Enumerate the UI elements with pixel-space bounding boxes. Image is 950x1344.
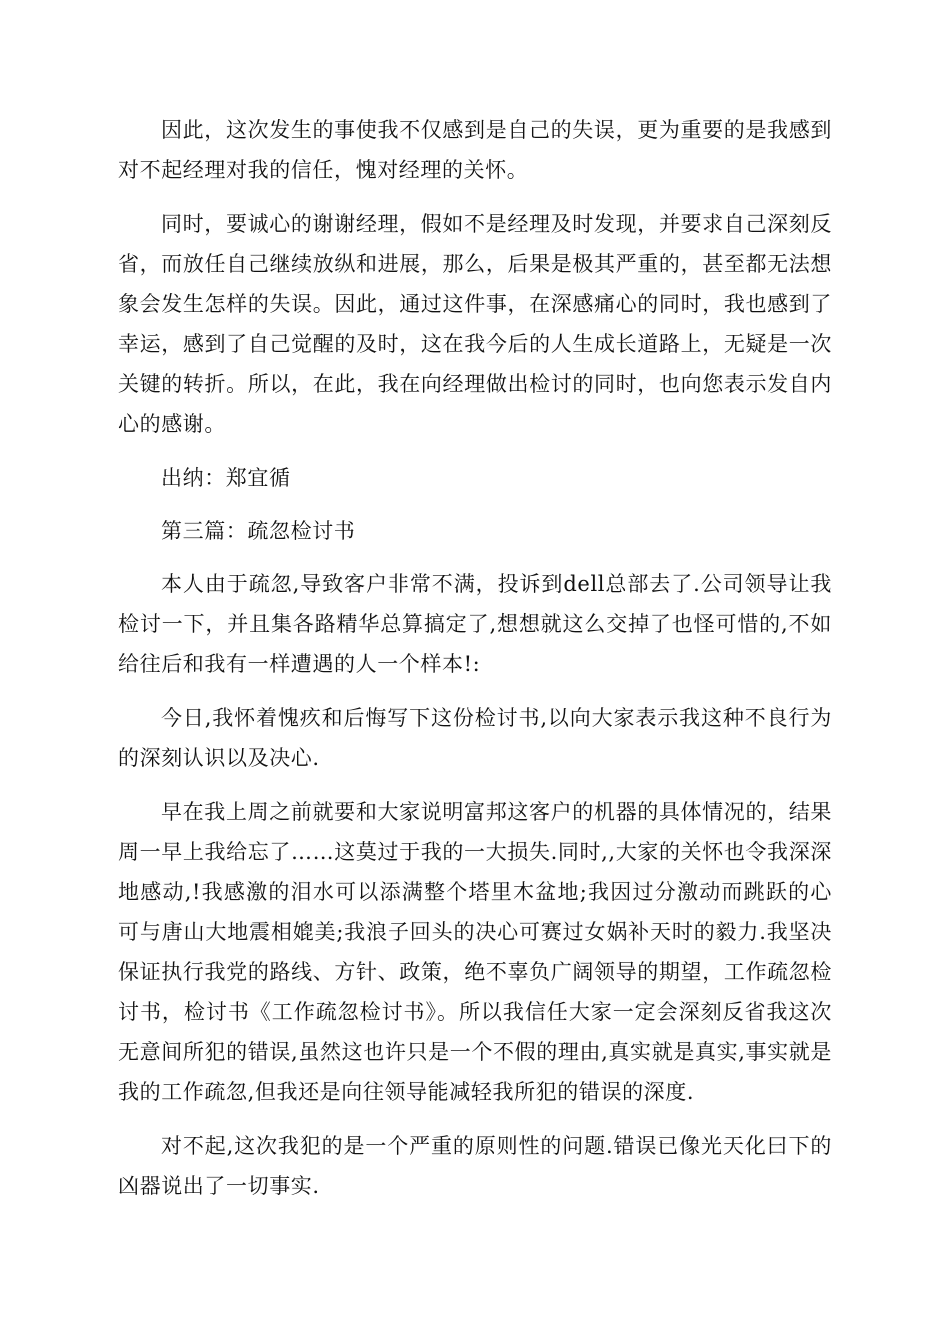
paragraph-negligence-intro: 本人由于疏忽,导致客户非常不满，投诉到dell总部去了.公司领导让我检讨一下，并且集各路精华总算搞定了,想想就这么交掉了也怪可惜的,不如给往后和我有一样遭遇的人一个样本!: (118, 572, 832, 676)
paragraph-remorse: 今日,我怀着愧疚和后悔写下这份检讨书,以向大家表示我这种不良行为的深刻认识以及决心. (118, 706, 832, 770)
paragraph-apology-principle: 对不起,这次我犯的是一个严重的原则性的问题.错误已像光天化曰下的凶器说出了一切事实. (118, 1134, 832, 1198)
paragraph-thanks-manager: 同时，要诚心的谢谢经理，假如不是经理及时发现，并要求自己深刻反省，而放任自己继续放纵和进展，那么，后果是极其严重的，甚至都无法想象会发生怎样的失误。因此，通过这件事，在深感痛心的同时，我也感到了幸运，感到了自己觉醒的及时，这在我今后的人生成长道路上，无疑是一次关键的转折。所以，在此，我在向经理做出检讨的同时，也向您表示发自内心的感谢。 (118, 212, 832, 436)
section-heading: 第三篇：疏忽检讨书 (161, 519, 356, 543)
signature-line: 出纳：郑宜循 (161, 466, 291, 490)
paragraph-apology-trust: 因此，这次发生的事使我不仅感到是自己的失误，更为重要的是我感到对不起经理对我的信任，愧对经理的关怀。 (118, 118, 832, 182)
paragraph-explanation: 早在我上周之前就要和大家说明富邦这客户的机器的具体情况的，结果周一早上我给忘了……这莫过于我的一大损失.同时,,大家的关怀也令我深深地感动,!我感激的泪水可以添满整个塔里木盆地;我因过分激动而跳跃的心可与唐山大地震相媲美;我浪子回头的决心可赛过女娲补天时的毅力.我坚决保证执行我党的路线、方针、政策，绝不辜负广阔领导的期望，工作疏忽检讨书，检讨书《工作疏忽检讨书》。所以我信任大家一定会深刻反省我这次无意间所犯的错误,虽然这也许只是一个不假的理由,真实就是真实,事实就是我的工作疏忽,但我还是向往领导能减轻我所犯的错误的深度. (118, 800, 832, 1104)
